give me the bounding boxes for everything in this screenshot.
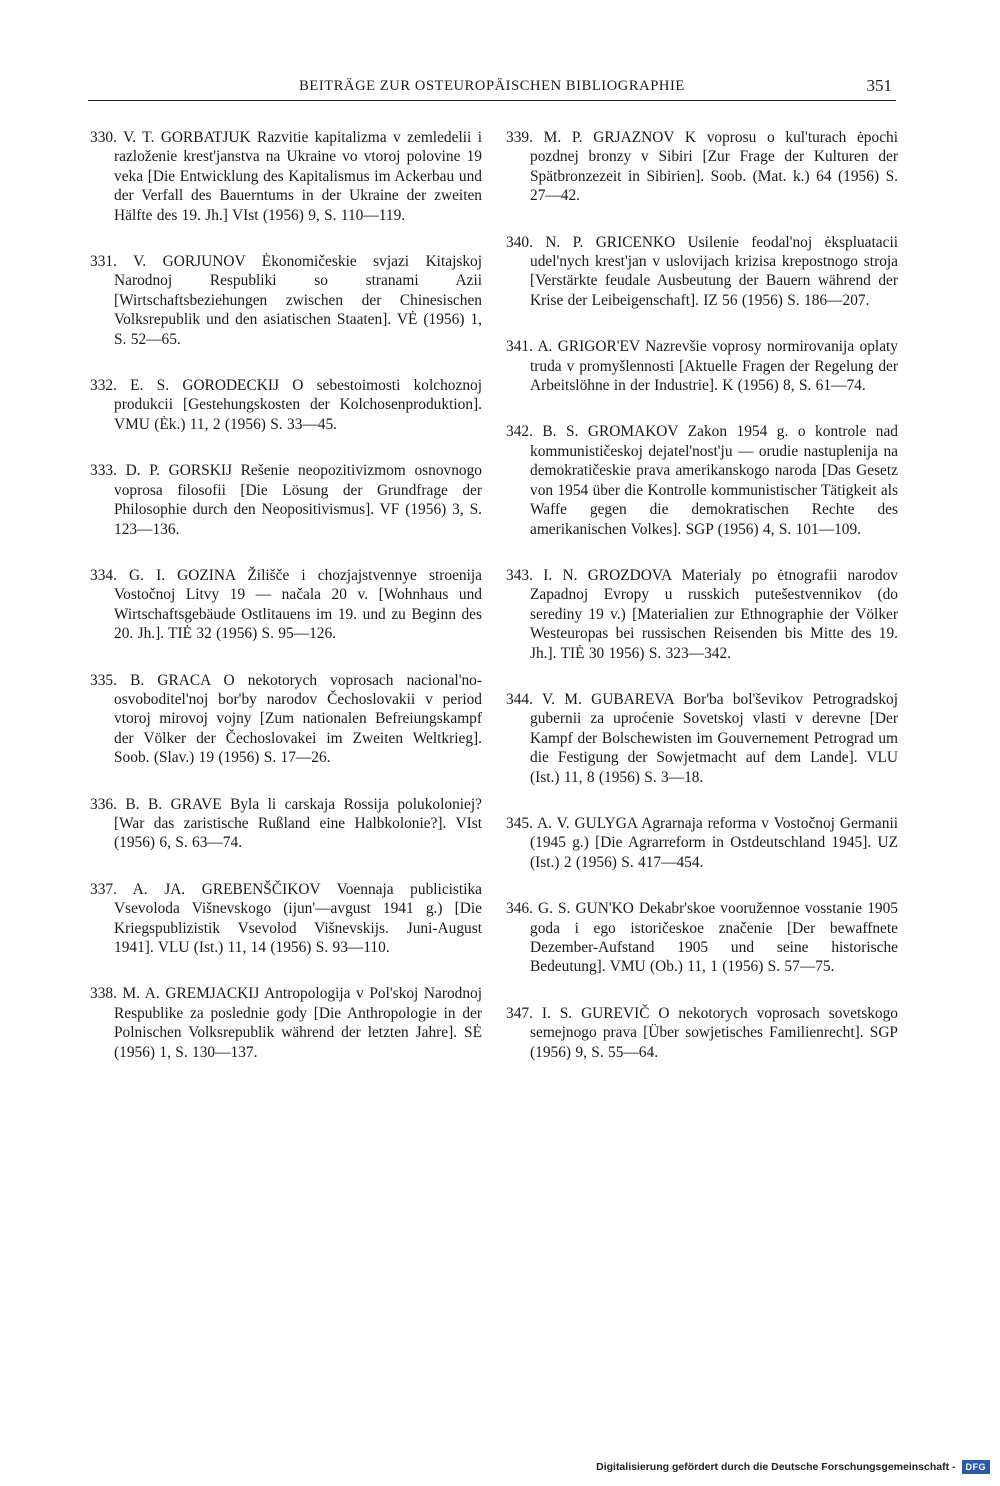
- right-column: [506, 128, 898, 1089]
- left-column: [90, 128, 482, 1089]
- page-header: [88, 72, 896, 101]
- bibliography-entry: 333. D. P. GORSKIJ Rešenie neopozitivizmom osnovnogo voprosa filosofii [Die Lösung der Grundfrage der Philosophie durch den Neopositivismus]. VF (1956) 3, S. 123—136.: [90, 462, 482, 538]
- bibliography-entry: 343. I. N. GROZDOVA Materialy po ėtnografii narodov Zapadnoj Evropy u russkich putešestvennikov (do serediny 19 v.) [Materialien zur Ethnographie der Völker Westeuropas bei russischen Reisenden bis Mitte des 19. Jh.]. TIĖ 30 1956) S. 323—342.: [506, 566, 898, 662]
- dfg-logo-icon: DFG: [962, 1460, 991, 1474]
- bibliography-entry: 337. A. JA. GREBENŠČIKOV Voennaja publicistika Vsevoloda Višnevskogo (ijun'—avgust 1941 g.) [Die Kriegspublizistik Vsevolod Višnevskijs. Juni-August 1941]. VLU (Ist.) 11, 14 (1956) S. 93—110.: [90, 880, 482, 956]
- bibliography-entry: 336. B. B. GRAVE Byla li carskaja Rossija polukoloniej? [War das zaristische Rußland eine Halbkolonie?]. VIst (1956) 6, S. 63—74.: [90, 795, 482, 852]
- bibliography-entry: 341. A. GRIGOR'EV Nazrevšie voprosy normirovanija oplaty truda v promyšlennosti [Aktuelle Fragen der Regelung der Arbeitslöhne in der Industrie]. K (1956) 8, S. 61—74.: [506, 338, 898, 395]
- running-title: BEITRÄGE ZUR OSTEUROPÄISCHEN BIBLIOGRAPHIE: [299, 78, 685, 94]
- bibliography-entry: 334. G. I. GOZINA Žilišče i chozjajstvennye stroenija Vostočnoj Litvy 19 — načala 20 v. [Wohnhaus und Wirtschaftsgebäude Ostlitauens im 19. und zu Beginn des 20. Jh.]. TIĖ 32 (1956) S. 95—126.: [90, 566, 482, 643]
- bibliography-entry: 332. E. S. GORODECKIJ O sebestoimosti kolchoznoj produkcii [Gestehungskosten der Kolchosenproduktion]. VMU (Ėk.) 11, 2 (1956) S. 33—45.: [90, 377, 482, 433]
- bibliography-entry: 339. M. P. GRJAZNOV K voprosu o kul'turach ėpochi pozdnej bronzy v Sibiri [Zur Frage der Kulturen der Spätbronzezeit in Sibirien]. Soob. (Mat. k.) 64 (1956) S. 27—42.: [506, 129, 898, 205]
- bibliography-entry: 340. N. P. GRICENKO Usilenie feodal'noj ėkspluatacii udel'nych krest'jan v uslovijach krizisa krepostnogo stroja [Verstärkte feudale Ausbeutung der Bauern während der Krise der Leibeigenschaft]. IZ 56 (1956) S. 186—207.: [506, 233, 898, 309]
- bibliography-entry: 335. B. GRACA O nekotorych voprosach nacional'no-osvoboditel'noj bor'by narodov Čechoslovakii v period vtoroj mirovoj vojny [Zum nationalen Befreiungskampf der Völker der Čechoslovakei im Zweiten Weltkrieg]. Soob. (Slav.) 19 (1956) S. 17—26.: [90, 671, 482, 767]
- digitization-footer: [596, 1460, 990, 1474]
- bibliography-entry: 344. V. M. GUBAREVA Bor'ba bol'ševikov Petrogradskoj gubernii za uproćenie Sovetskoj vlasti v derevne [Der Kampf der Bolschewisten im Gouvernement Petrograd um die Festigung der Sowjetmacht auf dem Lande]. VLU (Ist.) 11, 8 (1956) S. 3—18.: [506, 690, 898, 786]
- bibliography-entry: 345. A. V. GULYGA Agrarnaja reforma v Vostočnoj Germanii (1945 g.) [Die Agrarreform in Ostdeutschland 1945]. UZ (Ist.) 2 (1956) S. 417—454.: [506, 814, 898, 871]
- bibliography-entry: 342. B. S. GROMAKOV Zakon 1954 g. o kontrole nad kommunističeskoj dejatel'nost'ju — orudie nastuplenija na demokratičeskie prava amerikanskogo naroda [Das Gesetz von 1954 über die Kontrolle kommunistischer Tätigkeit als Waffe gegen die demokratischen Rechte des amerikanischen Volkes]. SGP (1956) 4, S. 101—109.: [506, 423, 898, 538]
- page-number: 351: [866, 76, 892, 95]
- bibliography-entry: 338. M. A. GREMJACKIJ Antropologija v Pol'skoj Narodnoj Respublike za poslednie gody [Die Anthropologie in der Polnischen Volksrepublik während der letzten Jahre]. SĖ (1956) 1, S. 130—137.: [90, 985, 482, 1061]
- bibliography-entry: 331. V. GORJUNOV Ėkonomičeskie svjazi Kitajskoj Narodnoj Respubliki so stranami Azii [Wirtschaftsbeziehungen zwischen der Chinesischen Volksrepublik und den asiatischen Staaten]. VĖ (1956) 1, S. 52—65.: [90, 253, 482, 348]
- bibliography-entry: 330. V. T. GORBATJUK Razvitie kapitalizma v zemledelii i razloženie krest'janstva na Ukraine vo vtoroj polovine 19 veka [Die Entwicklung des Kapitalismus im Ackerbau und der Verfall des Bauerntums in der Ukraine der zweiten Hälfte des 19. Jh.] VIst (1956) 9, S. 110—119.: [90, 129, 482, 224]
- bibliography-entry: 346. G. S. GUN'KO Dekabr'skoe vooružennoe vosstanie 1905 goda i ego istoričeskoe značenie [Der bewaffnete Dezember-Aufstand 1905 und seine historische Bedeutung]. VMU (Ob.) 11, 1 (1956) S. 57—75.: [506, 900, 898, 976]
- bibliography-entry: 347. I. S. GUREVIČ O nekotorych voprosach sovetskogo semejnogo prava [Über sowjetisches Familienrecht]. SGP (1956) 9, S. 55—64.: [506, 1004, 898, 1061]
- footer-text: Digitalisierung gefördert durch die Deutsche Forschungsgemeinschaft -: [596, 1461, 956, 1473]
